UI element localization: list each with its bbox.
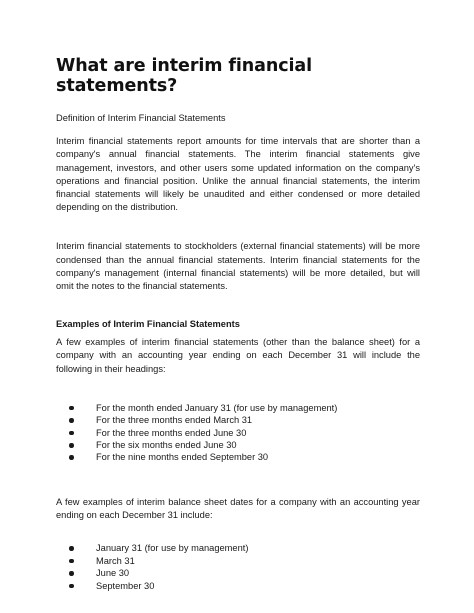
list-item (69, 542, 420, 554)
bullet-icon (69, 571, 74, 576)
spacer (56, 464, 420, 490)
list-item (69, 451, 420, 463)
list-item (69, 427, 420, 439)
list-item-text: March 31 (96, 555, 135, 566)
list-item-text: For the nine months ended September 30 (96, 452, 269, 463)
bullet-icon (69, 559, 74, 564)
list-item (69, 580, 420, 592)
bullet-icon (69, 406, 74, 411)
list-item-text: June 30 (96, 568, 130, 579)
bullet-icon (69, 431, 74, 436)
list-item-text: January 31 (for use by management) (96, 543, 249, 554)
list-item (69, 567, 420, 579)
bullet-icon (69, 418, 74, 423)
balance-sheet-intro-paragraph: A few examples of interim balance sheet dates for a company with an accounting year ending on each December 31 include: (56, 496, 420, 521)
list-item (69, 439, 420, 451)
page-title: What are interim financial statements? (56, 56, 312, 96)
bullet-icon (69, 584, 74, 589)
list-item-text: For the month ended January 31 (for use by management) (96, 402, 338, 413)
spacer (56, 293, 420, 319)
spacer (56, 376, 420, 402)
list-item-text: For the three months ended June 30 (96, 427, 247, 438)
list-item (69, 555, 420, 567)
list-item-text: For the three months ended March 31 (96, 415, 253, 426)
bullet-icon (69, 546, 74, 551)
list-item (69, 402, 420, 414)
dates-list (56, 542, 420, 592)
bullet-icon (69, 443, 74, 448)
definition-subtitle: Definition of Interim Financial Statements (56, 113, 226, 123)
headings-list (56, 402, 420, 464)
list-item (69, 414, 420, 426)
examples-heading: Examples of Interim Financial Statements (56, 319, 240, 330)
spacer (56, 522, 420, 542)
stockholders-paragraph: Interim financial statements to stockholders (external financial statements) will be more condensed than the annual financial statements. Interim financial statements for the company's management (internal financial statements) will be more detailed, but will omit the notes to the financial statements. (56, 241, 420, 292)
definition-paragraph: Interim financial statements report amounts for time intervals that are shorter than a company's annual financial statements. The interim financial statements give management, investors, and other users some updated information on the company's operations and financial position. Unlike the annual financial statements, the interim financial statements will likely be unaudited and either condensed or more detailed depending on the distribution. (56, 136, 420, 213)
spacer (56, 214, 420, 240)
bullet-icon (69, 455, 74, 460)
examples-intro-paragraph: A few examples of interim financial statements (other than the balance sheet) for a company with an accounting year ending on each December 31 will include the following in their headings: (56, 337, 420, 374)
list-item-text: For the six months ended June 30 (96, 440, 237, 451)
list-item-text: September 30 (96, 580, 155, 591)
